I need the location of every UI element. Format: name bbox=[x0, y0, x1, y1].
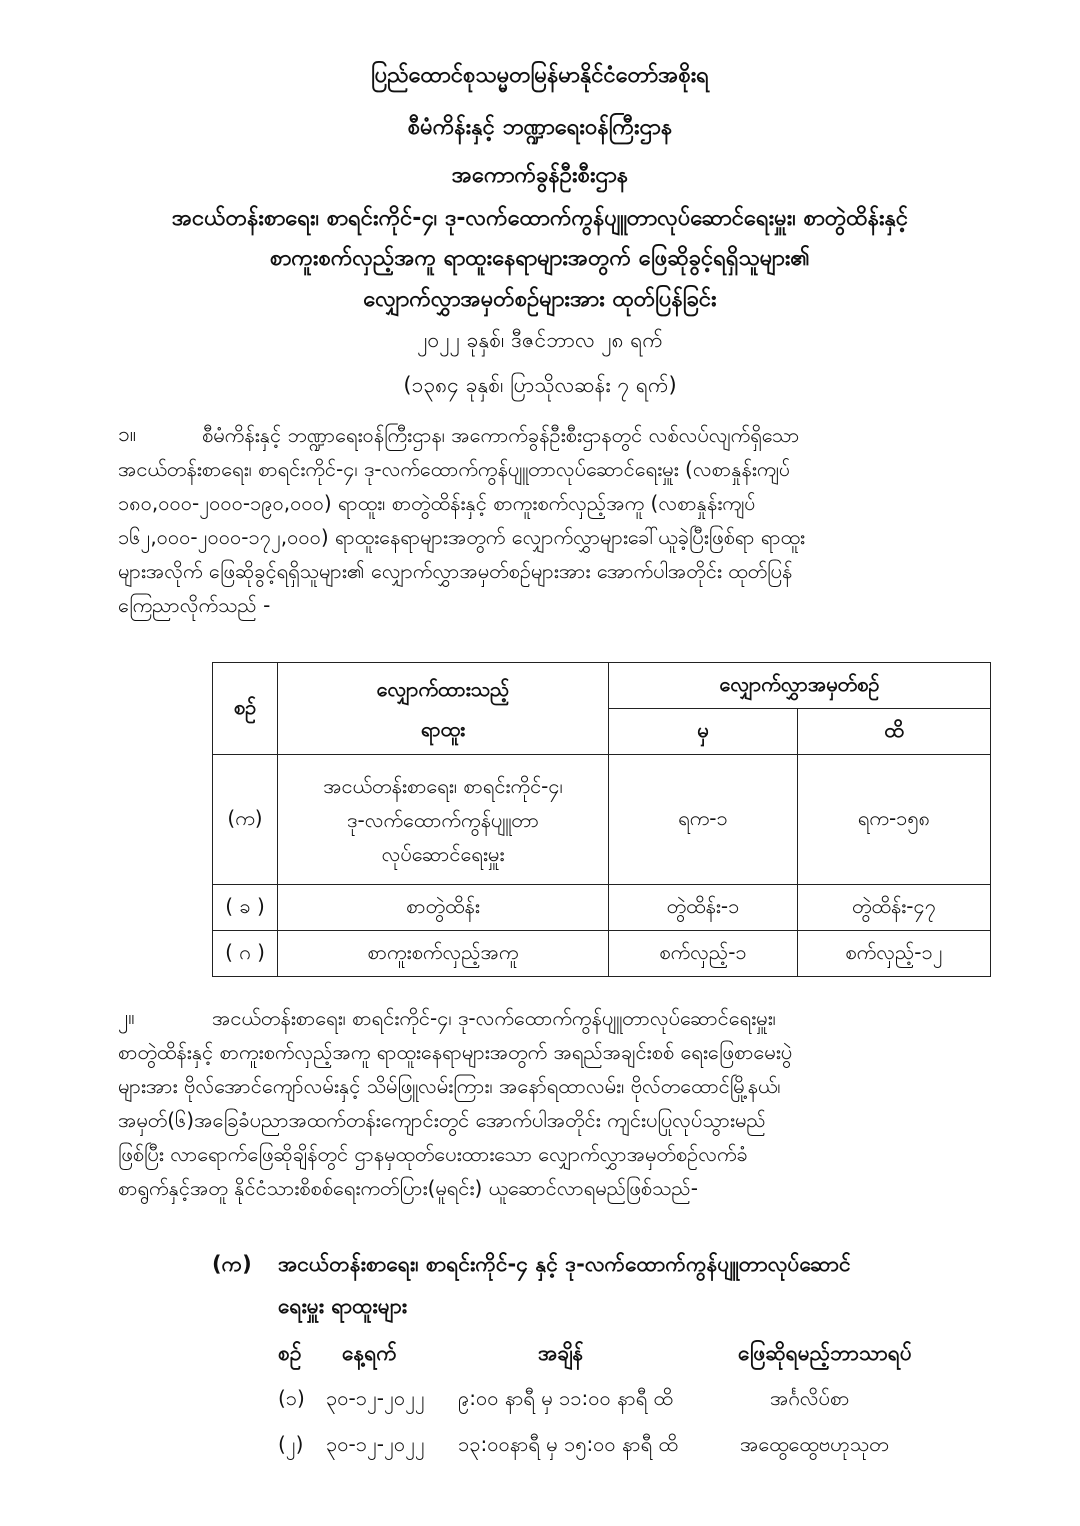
paragraph-line: ၁၆၂,၀၀၀-၂၀၀၀-၁၇၂,၀၀၀) ရာထူးနေရာများအတွက် လျှောက်လွှာများခေါ်ယူခဲ့ပြီးဖြစ်ရာ ရာထူး bbox=[118, 525, 806, 549]
paragraph-2 bbox=[118, 1001, 998, 1205]
table-cell-no: ( ခ ) bbox=[213, 885, 278, 931]
table-cell-no: (က) bbox=[213, 755, 278, 885]
government-name: ပြည်ထောင်စုသမ္မတမြန်မာနိုင်ငံတော်အစိုးရ bbox=[371, 63, 709, 88]
paragraph-line: စီမံကိန်းနှင့် ဘဏ္ဍာရေးဝန်ကြီးဌာန၊ အကောက်ခွန်ဦးစီးဌာနတွင် လစ်လပ်လျက်ရှိသော bbox=[202, 423, 800, 447]
paragraph-line: ဖြစ်ပြီး လာရောက်ဖြေဆိုချိန်တွင် ဌာနမှထုတ်ပေးထားသော လျှောက်လွှာအမှတ်စဉ်လက်ခံ bbox=[118, 1142, 748, 1166]
table-row bbox=[213, 931, 991, 977]
paragraph-line: အငယ်တန်းစာရေး၊ စာရင်းကိုင်-၄၊ ဒု-လက်ထောက်ကွန်ပျူတာလုပ်ဆောင်ရေးမှူး (လစာနှုန်းကျပ် bbox=[118, 457, 791, 481]
schedule-cell-no: (၂) bbox=[278, 1432, 304, 1456]
table-cell-from: တွဲထိန်း-၁ bbox=[609, 885, 798, 931]
paragraph-line: ၁၈၀,၀၀၀-၂၀၀၀-၁၉၀,၀၀၀) ရာထူး၊ စာတွဲထိန်းနှင့် စာကူးစက်လှည့်အကူ (လစာနှုန်းကျပ် bbox=[118, 491, 756, 515]
table-header-post bbox=[278, 663, 609, 755]
table-cell-post-line: လုပ်ဆောင်ရေးမှူး bbox=[381, 841, 505, 866]
table-header-no: စဉ် bbox=[213, 663, 278, 755]
title-line-1: အငယ်တန်းစာရေး၊ စာရင်းကိုင်-၄၊ ဒု-လက်ထောက်ကွန်ပျူတာလုပ်ဆောင်ရေးမှူး၊ စာတွဲထိန်းနှင့် bbox=[171, 206, 909, 231]
paragraph-1 bbox=[118, 418, 998, 622]
schedule-header-date: နေ့ရက် bbox=[342, 1341, 397, 1365]
table-header-range: လျှောက်လွှာအမှတ်စဉ် bbox=[609, 663, 991, 709]
paragraph-line: အမှတ်(၆)အခြေခံပညာအထက်တန်းကျောင်းတွင် အောက်ပါအတိုင်း ကျင်းပပြုလုပ်သွားမည် bbox=[118, 1108, 766, 1132]
title-line-2: စာကူးစက်လှည့်အကူ ရာထူးနေရာများအတွက် ဖြေဆိုခွင့်ရရှိသူများ၏ bbox=[269, 246, 811, 271]
date-gregorian: ၂၀၂၂ ခုနှစ်၊ ဒီဇင်ဘာလ ၂၈ ရက် bbox=[417, 328, 663, 352]
paragraph-line: စာတွဲထိန်းနှင့် စာကူးစက်လှည့်အကူ ရာထူးနေရာများအတွက် အရည်အချင်းစစ် ရေးဖြေစာမေးပွဲ bbox=[118, 1040, 793, 1064]
table-cell-to: စက်လှည့်-၁၂ bbox=[798, 931, 991, 977]
table-cell-from: စက်လှည့်-၁ bbox=[609, 931, 798, 977]
table-header-post-line1: လျှောက်ထားသည့် bbox=[376, 676, 510, 701]
ministry-name: စီမံကိန်းနှင့် ဘဏ္ဍာရေးဝန်ကြီးဌာန bbox=[407, 115, 673, 140]
table-cell-post: စာကူးစက်လှည့်အကူ bbox=[278, 931, 609, 977]
paragraph-line: များအား ဗိုလ်အောင်ကျော်လမ်းနှင့် သိမ်ဖြူလမ်းကြား၊ အနော်ရထာလမ်း၊ ဗိုလ်တထောင်မြို့နယ်၊ bbox=[118, 1074, 781, 1098]
schedule-cell-no: (၁) bbox=[278, 1386, 305, 1410]
schedule-cell-time: ၉:၀၀ နာရီ မှ ၁၁:၀၀ နာရီ ထိ bbox=[458, 1386, 673, 1410]
table-cell-from: ရက-၁ bbox=[609, 755, 798, 885]
schedule-cell-date: ၃၀-၁၂-၂၀၂၂ bbox=[326, 1386, 425, 1410]
table-header-post-line2: ရာထူး bbox=[420, 716, 466, 741]
paragraph-1-number: ၁။ bbox=[118, 422, 137, 446]
section-k-label: (က) bbox=[212, 1252, 252, 1276]
schedule-cell-subject: အင်္ဂလိပ်စာ bbox=[770, 1386, 850, 1410]
table-row bbox=[213, 885, 991, 931]
section-k-title-line1: အငယ်တန်းစာရေး၊ စာရင်းကိုင်-၄ နှင့် ဒု-လက်ထောက်ကွန်ပျူတာလုပ်ဆောင် bbox=[278, 1252, 851, 1276]
schedule-cell-time: ၁၃:၀၀နာရီ မှ ၁၅:၀၀ နာရီ ထိ bbox=[458, 1432, 678, 1456]
paragraph-line: အငယ်တန်းစာရေး၊ စာရင်းကိုင်-၄၊ ဒု-လက်ထောက်ကွန်ပျူတာလုပ်ဆောင်ရေးမှူး၊ bbox=[212, 1006, 776, 1030]
department-name: အကောက်ခွန်ဦးစီးဌာန bbox=[451, 163, 629, 188]
title-line-3: လျှောက်လွှာအမှတ်စဉ်များအား ထုတ်ပြန်ခြင်း bbox=[363, 287, 717, 312]
paragraph-2-number: ၂။ bbox=[118, 1005, 135, 1029]
table-cell-to: တွဲထိန်း-၄၇ bbox=[798, 885, 991, 931]
section-k-title-line2: ရေးမှူး ရာထူးများ bbox=[278, 1294, 408, 1318]
table-cell-post-line: အငယ်တန်းစာရေး၊ စာရင်းကိုင်-၄၊ bbox=[323, 773, 563, 798]
schedule-header-subject: ဖြေဆိုရမည့်ဘာသာရပ် bbox=[738, 1341, 912, 1365]
date-myanmar: (၁၃၈၄ ခုနှစ်၊ ပြာသိုလဆန်း ၇ ရက်) bbox=[403, 373, 677, 397]
table-header-to: ထိ bbox=[798, 709, 991, 755]
table-cell-post bbox=[278, 755, 609, 885]
paragraph-line: စာရွက်နှင့်အတူ နိုင်ငံသားစိစစ်ရေးကတ်ပြား(မူရင်း) ယူဆောင်လာရမည်ဖြစ်သည်- bbox=[118, 1176, 698, 1200]
table-cell-to: ရက-၁၅၈ bbox=[798, 755, 991, 885]
paragraph-line: များအလိုက် ဖြေဆိုခွင့်ရရှိသူများ၏ လျှောက်လွှာအမှတ်စဉ်များအား အောက်ပါအတိုင်း ထုတ်ပြန် bbox=[118, 559, 793, 583]
table-row bbox=[213, 755, 991, 885]
schedule-cell-subject: အထွေထွေဗဟုသုတ bbox=[740, 1432, 889, 1456]
paragraph-line: ကြေညာလိုက်သည် - bbox=[118, 593, 271, 617]
table-cell-post: စာတွဲထိန်း bbox=[278, 885, 609, 931]
table-header-from: မှ bbox=[609, 709, 798, 755]
application-number-table bbox=[212, 662, 991, 977]
table-cell-post-line: ဒု-လက်ထောက်ကွန်ပျူတာ bbox=[347, 807, 539, 832]
schedule-header-no: စဉ် bbox=[278, 1341, 302, 1365]
table-cell-no: ( ဂ ) bbox=[213, 931, 278, 977]
schedule-cell-date: ၃၀-၁၂-၂၀၂၂ bbox=[326, 1432, 425, 1456]
schedule-header-time: အချိန် bbox=[538, 1341, 584, 1365]
